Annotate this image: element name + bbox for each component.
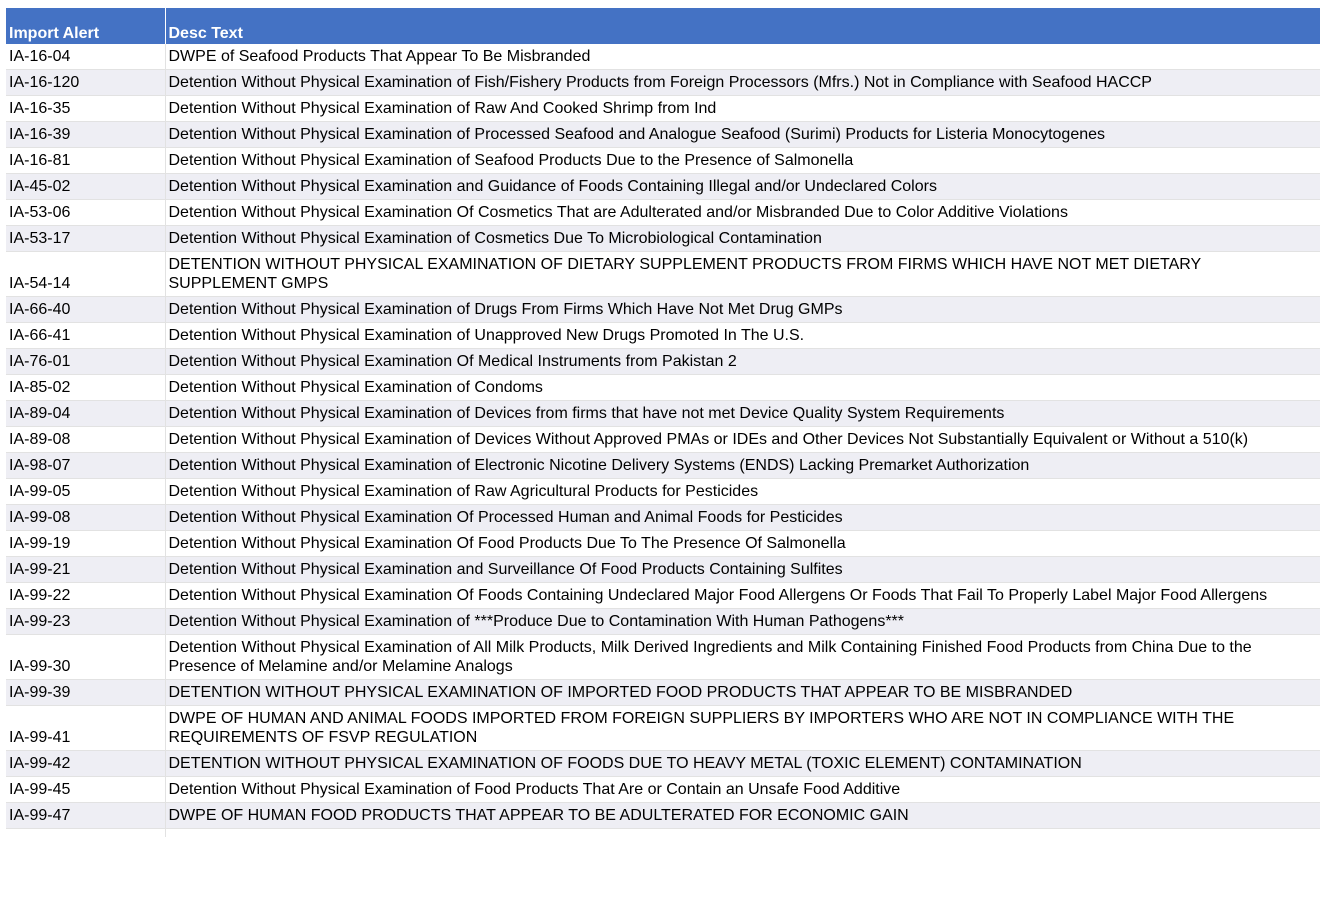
table-row bbox=[6, 200, 1320, 226]
import-alert-cell[interactable]: IA-99-19 bbox=[6, 531, 165, 557]
import-alert-cell[interactable]: IA-16-39 bbox=[6, 122, 165, 148]
table-row bbox=[6, 609, 1320, 635]
import-alert-cell[interactable]: IA-99-22 bbox=[6, 583, 165, 609]
spreadsheet bbox=[6, 8, 1320, 837]
table-row bbox=[6, 505, 1320, 531]
desc-text-cell[interactable]: DETENTION WITHOUT PHYSICAL EXAMINATION OF DIETARY SUPPLEMENT PRODUCTS FROM FIRMS WHICH HAVE NOT MET DIETARY SUPPLEMENT GMPS bbox=[165, 252, 1320, 297]
desc-text-cell[interactable]: Detention Without Physical Examination of Raw Agricultural Products for Pesticides bbox=[165, 479, 1320, 505]
header-desc-text[interactable]: Desc Text bbox=[165, 8, 1320, 44]
table-row bbox=[6, 44, 1320, 70]
desc-text-cell[interactable]: Detention Without Physical Examination of Food Products That Are or Contain an Unsafe Food Additive bbox=[165, 777, 1320, 803]
import-alert-cell[interactable]: IA-99-23 bbox=[6, 609, 165, 635]
import-alert-cell[interactable]: IA-99-30 bbox=[6, 635, 165, 680]
table-row bbox=[6, 803, 1320, 829]
desc-text-cell[interactable]: Detention Without Physical Examination of Fish/Fishery Products from Foreign Processors (Mfrs.) Not in Compliance with Seafood HACCP bbox=[165, 70, 1320, 96]
empty-cell[interactable] bbox=[165, 829, 1320, 838]
table-row bbox=[6, 557, 1320, 583]
table-row bbox=[6, 479, 1320, 505]
desc-text-cell[interactable]: Detention Without Physical Examination and Surveillance Of Food Products Containing Sulfites bbox=[165, 557, 1320, 583]
table-row bbox=[6, 252, 1320, 297]
desc-text-cell[interactable]: DETENTION WITHOUT PHYSICAL EXAMINATION OF IMPORTED FOOD PRODUCTS THAT APPEAR TO BE MISBRANDED bbox=[165, 680, 1320, 706]
header-row bbox=[6, 8, 1320, 44]
empty-row bbox=[6, 829, 1320, 838]
import-alert-table bbox=[6, 8, 1320, 837]
import-alert-cell[interactable]: IA-89-08 bbox=[6, 427, 165, 453]
import-alert-cell[interactable]: IA-99-47 bbox=[6, 803, 165, 829]
import-alert-cell[interactable]: IA-99-05 bbox=[6, 479, 165, 505]
table-row bbox=[6, 680, 1320, 706]
desc-text-cell[interactable]: Detention Without Physical Examination and Guidance of Foods Containing Illegal and/or Undeclared Colors bbox=[165, 174, 1320, 200]
import-alert-cell[interactable]: IA-85-02 bbox=[6, 375, 165, 401]
import-alert-cell[interactable]: IA-16-120 bbox=[6, 70, 165, 96]
desc-text-cell[interactable]: Detention Without Physical Examination Of Foods Containing Undeclared Major Food Allergens Or Foods That Fail To Properly Label Major Food Allergens bbox=[165, 583, 1320, 609]
table-row bbox=[6, 777, 1320, 803]
import-alert-cell[interactable]: IA-99-45 bbox=[6, 777, 165, 803]
table-row bbox=[6, 706, 1320, 751]
desc-text-cell[interactable]: Detention Without Physical Examination Of Cosmetics That are Adulterated and/or Misbranded Due to Color Additive Violations bbox=[165, 200, 1320, 226]
desc-text-cell[interactable]: DWPE OF HUMAN FOOD PRODUCTS THAT APPEAR TO BE ADULTERATED FOR ECONOMIC GAIN bbox=[165, 803, 1320, 829]
table-row bbox=[6, 401, 1320, 427]
desc-text-cell[interactable]: Detention Without Physical Examination of Seafood Products Due to the Presence of Salmonella bbox=[165, 148, 1320, 174]
table-row bbox=[6, 174, 1320, 200]
import-alert-cell[interactable]: IA-16-35 bbox=[6, 96, 165, 122]
desc-text-cell[interactable]: Detention Without Physical Examination of Electronic Nicotine Delivery Systems (ENDS) Lacking Premarket Authorization bbox=[165, 453, 1320, 479]
desc-text-cell[interactable]: Detention Without Physical Examination Of Food Products Due To The Presence Of Salmonella bbox=[165, 531, 1320, 557]
import-alert-cell[interactable]: IA-98-07 bbox=[6, 453, 165, 479]
desc-text-cell[interactable]: Detention Without Physical Examination of Raw And Cooked Shrimp from Ind bbox=[165, 96, 1320, 122]
desc-text-cell[interactable]: DWPE OF HUMAN AND ANIMAL FOODS IMPORTED FROM FOREIGN SUPPLIERS BY IMPORTERS WHO ARE NOT IN COMPLIANCE WITH THE REQUIREMENTS OF FSVP REGULATION bbox=[165, 706, 1320, 751]
table-row bbox=[6, 583, 1320, 609]
desc-text-cell[interactable]: Detention Without Physical Examination of Drugs From Firms Which Have Not Met Drug GMPs bbox=[165, 297, 1320, 323]
desc-text-cell[interactable]: Detention Without Physical Examination of ***Produce Due to Contamination With Human Pathogens*** bbox=[165, 609, 1320, 635]
import-alert-cell[interactable]: IA-99-21 bbox=[6, 557, 165, 583]
table-row bbox=[6, 226, 1320, 252]
import-alert-cell[interactable]: IA-16-81 bbox=[6, 148, 165, 174]
desc-text-cell[interactable]: Detention Without Physical Examination of Processed Seafood and Analogue Seafood (Surimi) Products for Listeria Monocytogenes bbox=[165, 122, 1320, 148]
empty-cell[interactable] bbox=[6, 829, 165, 838]
desc-text-cell[interactable]: Detention Without Physical Examination Of Processed Human and Animal Foods for Pesticides bbox=[165, 505, 1320, 531]
table-row bbox=[6, 96, 1320, 122]
table-row bbox=[6, 122, 1320, 148]
desc-text-cell[interactable]: DWPE of Seafood Products That Appear To Be Misbranded bbox=[165, 44, 1320, 70]
header-import-alert[interactable]: Import Alert bbox=[6, 8, 165, 44]
import-alert-cell[interactable]: IA-99-08 bbox=[6, 505, 165, 531]
import-alert-cell[interactable]: IA-54-14 bbox=[6, 252, 165, 297]
import-alert-cell[interactable]: IA-66-41 bbox=[6, 323, 165, 349]
import-alert-cell[interactable]: IA-45-02 bbox=[6, 174, 165, 200]
table-row bbox=[6, 427, 1320, 453]
import-alert-cell[interactable]: IA-76-01 bbox=[6, 349, 165, 375]
desc-text-cell[interactable]: DETENTION WITHOUT PHYSICAL EXAMINATION OF FOODS DUE TO HEAVY METAL (TOXIC ELEMENT) CONTAMINATION bbox=[165, 751, 1320, 777]
table-row bbox=[6, 635, 1320, 680]
import-alert-cell[interactable]: IA-99-41 bbox=[6, 706, 165, 751]
import-alert-cell[interactable]: IA-99-39 bbox=[6, 680, 165, 706]
import-alert-cell[interactable]: IA-16-04 bbox=[6, 44, 165, 70]
desc-text-cell[interactable]: Detention Without Physical Examination of Cosmetics Due To Microbiological Contamination bbox=[165, 226, 1320, 252]
desc-text-cell[interactable]: Detention Without Physical Examination of Devices from firms that have not met Device Quality System Requirements bbox=[165, 401, 1320, 427]
desc-text-cell[interactable]: Detention Without Physical Examination of All Milk Products, Milk Derived Ingredients and Milk Containing Finished Food Products from China Due to the Presence of Melamine and/or Melamine Analogs bbox=[165, 635, 1320, 680]
import-alert-cell[interactable]: IA-53-17 bbox=[6, 226, 165, 252]
table-row bbox=[6, 349, 1320, 375]
table-row bbox=[6, 323, 1320, 349]
desc-text-cell[interactable]: Detention Without Physical Examination Of Medical Instruments from Pakistan 2 bbox=[165, 349, 1320, 375]
table-body bbox=[6, 44, 1320, 837]
table-row bbox=[6, 531, 1320, 557]
desc-text-cell[interactable]: Detention Without Physical Examination of Condoms bbox=[165, 375, 1320, 401]
table-row bbox=[6, 375, 1320, 401]
desc-text-cell[interactable]: Detention Without Physical Examination of Devices Without Approved PMAs or IDEs and Other Devices Not Substantially Equivalent or Without a 510(k) bbox=[165, 427, 1320, 453]
table-row bbox=[6, 148, 1320, 174]
table-row bbox=[6, 751, 1320, 777]
import-alert-cell[interactable]: IA-89-04 bbox=[6, 401, 165, 427]
import-alert-cell[interactable]: IA-53-06 bbox=[6, 200, 165, 226]
import-alert-cell[interactable]: IA-99-42 bbox=[6, 751, 165, 777]
table-row bbox=[6, 70, 1320, 96]
import-alert-cell[interactable]: IA-66-40 bbox=[6, 297, 165, 323]
table-row bbox=[6, 453, 1320, 479]
table-row bbox=[6, 297, 1320, 323]
desc-text-cell[interactable]: Detention Without Physical Examination of Unapproved New Drugs Promoted In The U.S. bbox=[165, 323, 1320, 349]
